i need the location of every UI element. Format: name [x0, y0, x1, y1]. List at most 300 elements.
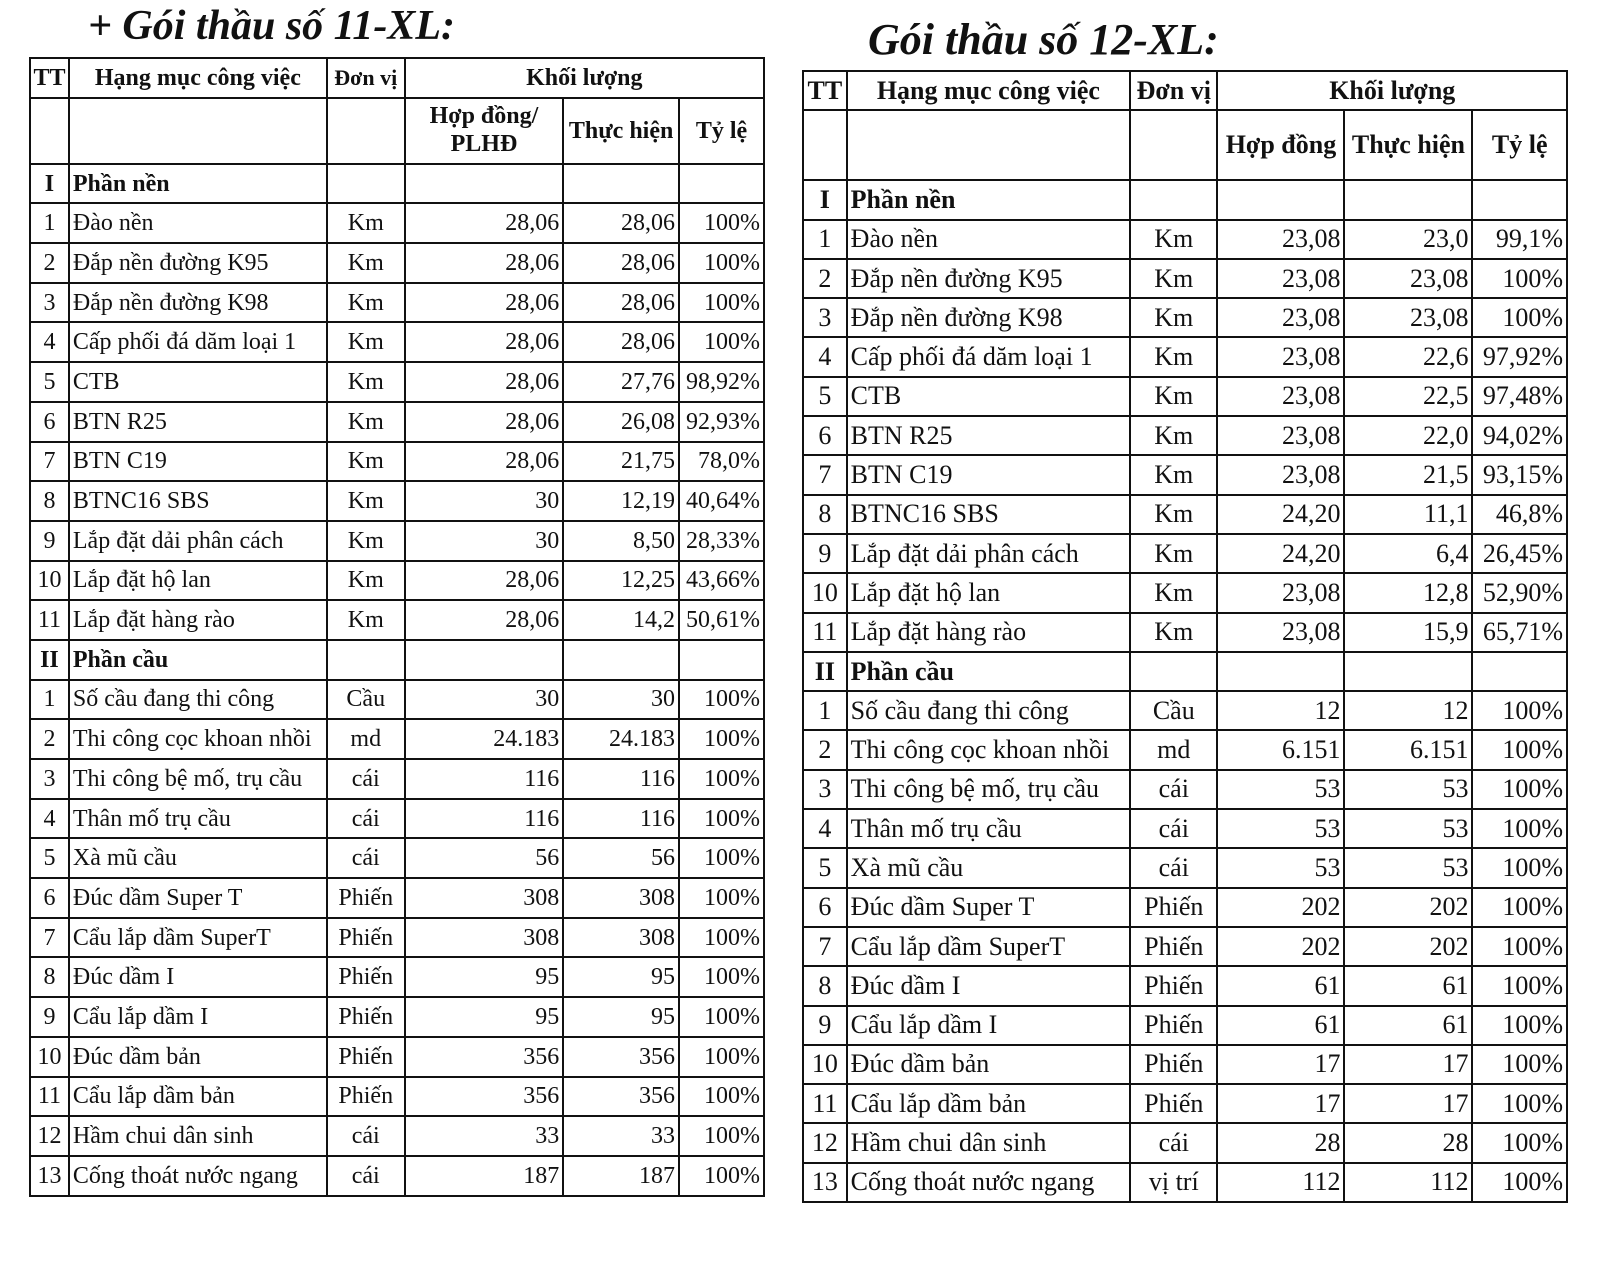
row-number: 10 — [30, 1037, 69, 1077]
row-unit: vị trí — [1130, 1163, 1217, 1202]
row-number: 2 — [30, 243, 69, 283]
table-row — [803, 377, 1567, 416]
row-number: 3 — [30, 283, 69, 323]
row-item: Đắp nền đường K95 — [69, 243, 327, 283]
row-ratio: 52,90% — [1472, 573, 1567, 612]
row-number: 13 — [803, 1163, 847, 1202]
table-row — [803, 1006, 1567, 1045]
row-item: Đúc dầm I — [847, 966, 1130, 1005]
row-done: 21,5 — [1344, 455, 1472, 494]
table-row — [803, 691, 1567, 730]
row-number: 3 — [803, 770, 847, 809]
row-item: Đúc dầm bản — [69, 1037, 327, 1077]
row-contract: 53 — [1217, 809, 1344, 848]
row-item: BTN C19 — [69, 442, 327, 482]
row-number: 9 — [30, 997, 69, 1037]
row-number: 9 — [803, 1006, 847, 1045]
row-unit: Km — [1130, 259, 1217, 298]
row-contract: 308 — [405, 918, 564, 958]
section-row — [30, 640, 764, 680]
row-number: 9 — [803, 534, 847, 573]
row-item: Cẩu lắp dầm I — [847, 1006, 1130, 1045]
row-unit: Phiến — [327, 1077, 405, 1117]
row-done: 116 — [563, 759, 679, 799]
row-unit: Km — [1130, 455, 1217, 494]
table-row — [803, 1084, 1567, 1123]
header-blank — [327, 98, 405, 164]
row-contract: 17 — [1217, 1045, 1344, 1084]
table-row — [803, 534, 1567, 573]
row-done: 356 — [563, 1037, 679, 1077]
row-number: 7 — [803, 455, 847, 494]
row-unit: Phiến — [327, 1037, 405, 1077]
row-number: 9 — [30, 521, 69, 561]
row-done: 61 — [1344, 966, 1472, 1005]
section-name: Phần nền — [69, 164, 327, 204]
row-contract: 95 — [405, 997, 564, 1037]
row-item: Lắp đặt hộ lan — [69, 561, 327, 601]
row-number: 11 — [30, 600, 69, 640]
row-ratio: 40,64% — [679, 481, 764, 521]
row-item: Đào nền — [847, 220, 1130, 259]
header-blank — [803, 110, 847, 180]
row-done: 15,9 — [1344, 613, 1472, 652]
table-row — [30, 1116, 764, 1156]
table-row — [30, 680, 764, 720]
right-table-title: Gói thầu số 12-XL: — [868, 15, 1219, 64]
row-unit: Phiến — [327, 918, 405, 958]
row-done: 53 — [1344, 848, 1472, 887]
row-done: 112 — [1344, 1163, 1472, 1202]
row-item: Lắp đặt hộ lan — [847, 573, 1130, 612]
header-blank — [847, 110, 1130, 180]
row-done: 12,25 — [563, 561, 679, 601]
left-volume-table — [29, 57, 765, 1197]
row-ratio: 100% — [679, 1077, 764, 1117]
row-unit: Phiến — [1130, 1006, 1217, 1045]
row-ratio: 43,66% — [679, 561, 764, 601]
table-row — [803, 888, 1567, 927]
row-done: 17 — [1344, 1045, 1472, 1084]
row-item: Số cầu đang thi công — [847, 691, 1130, 730]
row-unit: Phiến — [327, 878, 405, 918]
row-ratio: 100% — [679, 759, 764, 799]
table-row — [803, 848, 1567, 887]
row-item: Số cầu đang thi công — [69, 680, 327, 720]
table-row — [803, 495, 1567, 534]
table-row — [30, 1077, 764, 1117]
row-contract: 28,06 — [405, 283, 564, 323]
table-row — [803, 416, 1567, 455]
row-ratio: 100% — [1472, 888, 1567, 927]
row-number: 10 — [30, 561, 69, 601]
row-number: 7 — [803, 927, 847, 966]
row-unit: md — [327, 719, 405, 759]
row-contract: 23,08 — [1217, 259, 1344, 298]
row-unit: cái — [327, 799, 405, 839]
row-contract: 30 — [405, 521, 564, 561]
row-unit: Phiến — [1130, 888, 1217, 927]
row-ratio: 100% — [1472, 1045, 1567, 1084]
row-done: 56 — [563, 838, 679, 878]
row-contract: 61 — [1217, 966, 1344, 1005]
row-unit: Phiến — [327, 997, 405, 1037]
row-contract: 23,08 — [1217, 377, 1344, 416]
row-ratio: 100% — [1472, 966, 1567, 1005]
row-item: BTNC16 SBS — [69, 481, 327, 521]
table-row — [30, 322, 764, 362]
row-number: 6 — [803, 416, 847, 455]
row-item: BTN C19 — [847, 455, 1130, 494]
row-done: 33 — [563, 1116, 679, 1156]
header-tt: TT — [803, 71, 847, 110]
row-ratio: 100% — [1472, 691, 1567, 730]
row-done: 116 — [563, 799, 679, 839]
row-number: 8 — [30, 957, 69, 997]
table-row — [803, 927, 1567, 966]
row-unit: Km — [327, 322, 405, 362]
row-contract: 202 — [1217, 927, 1344, 966]
header-done: Thực hiện — [1344, 110, 1472, 180]
row-ratio: 100% — [679, 838, 764, 878]
row-contract: 23,08 — [1217, 220, 1344, 259]
header-volume: Khối lượng — [1217, 71, 1567, 110]
row-item: Đúc dầm Super T — [847, 888, 1130, 927]
row-unit: Km — [327, 243, 405, 283]
row-done: 8,50 — [563, 521, 679, 561]
table-row — [30, 243, 764, 283]
row-unit: Phiến — [327, 957, 405, 997]
row-item: Thi công bệ mố, trụ cầu — [69, 759, 327, 799]
empty-cell — [679, 640, 764, 680]
row-done: 308 — [563, 918, 679, 958]
row-item: Thi công cọc khoan nhồi — [847, 730, 1130, 769]
row-contract: 30 — [405, 481, 564, 521]
row-number: 11 — [803, 613, 847, 652]
header-blank — [1130, 110, 1217, 180]
row-ratio: 100% — [679, 918, 764, 958]
table-row — [803, 1163, 1567, 1202]
row-unit: Cầu — [1130, 691, 1217, 730]
row-item: Cống thoát nước ngang — [847, 1163, 1130, 1202]
row-number: 3 — [30, 759, 69, 799]
row-unit: Km — [327, 203, 405, 243]
row-ratio: 99,1% — [1472, 220, 1567, 259]
row-contract: 187 — [405, 1156, 564, 1196]
table-row — [803, 966, 1567, 1005]
row-unit: Cầu — [327, 680, 405, 720]
row-item: Lắp đặt dải phân cách — [69, 521, 327, 561]
row-ratio: 100% — [1472, 848, 1567, 887]
row-done: 28,06 — [563, 322, 679, 362]
row-contract: 24,20 — [1217, 495, 1344, 534]
empty-cell — [563, 164, 679, 204]
empty-cell — [1344, 652, 1472, 691]
section-row — [803, 180, 1567, 219]
row-ratio: 100% — [1472, 1006, 1567, 1045]
section-number: I — [30, 164, 69, 204]
header-blank — [69, 98, 327, 164]
header-item: Hạng mục công việc — [69, 58, 327, 98]
row-contract: 23,08 — [1217, 613, 1344, 652]
row-item: Thân mố trụ cầu — [847, 809, 1130, 848]
row-unit: Km — [327, 402, 405, 442]
header-done: Thực hiện — [563, 98, 679, 164]
header-ratio: Tỷ lệ — [1472, 110, 1567, 180]
row-done: 30 — [563, 680, 679, 720]
row-done: 53 — [1344, 809, 1472, 848]
row-done: 23,08 — [1344, 298, 1472, 337]
row-ratio: 100% — [679, 1116, 764, 1156]
table-row — [30, 918, 764, 958]
row-done: 202 — [1344, 888, 1472, 927]
row-number: 8 — [30, 481, 69, 521]
left-table-body — [30, 164, 764, 1196]
row-done: 53 — [1344, 770, 1472, 809]
row-contract: 356 — [405, 1077, 564, 1117]
row-item: Đắp nền đường K95 — [847, 259, 1130, 298]
row-unit: cái — [1130, 1123, 1217, 1162]
row-number: 10 — [803, 573, 847, 612]
row-number: 6 — [803, 888, 847, 927]
row-number: 12 — [803, 1123, 847, 1162]
row-done: 23,08 — [1344, 259, 1472, 298]
section-number: I — [803, 180, 847, 219]
header-contract: Hợp đồng — [1217, 110, 1344, 180]
row-number: 10 — [803, 1045, 847, 1084]
section-name: Phần nền — [847, 180, 1130, 219]
row-ratio: 100% — [679, 680, 764, 720]
row-ratio: 26,45% — [1472, 534, 1567, 573]
table-row — [30, 1156, 764, 1196]
row-item: Cấp phối đá dăm loại 1 — [69, 322, 327, 362]
row-contract: 28,06 — [405, 561, 564, 601]
row-contract: 24.183 — [405, 719, 564, 759]
right-volume-table — [802, 70, 1568, 1203]
row-unit: Km — [1130, 220, 1217, 259]
row-contract: 28,06 — [405, 203, 564, 243]
row-contract: 23,08 — [1217, 298, 1344, 337]
row-unit: Km — [327, 442, 405, 482]
header-contract: Hợp đồng/ PLHĐ — [405, 98, 564, 164]
empty-cell — [1217, 180, 1344, 219]
row-unit: cái — [327, 1156, 405, 1196]
section-number: II — [803, 652, 847, 691]
row-done: 356 — [563, 1077, 679, 1117]
row-done: 17 — [1344, 1084, 1472, 1123]
row-contract: 28,06 — [405, 402, 564, 442]
row-ratio: 100% — [679, 878, 764, 918]
empty-cell — [1344, 180, 1472, 219]
row-done: 11,1 — [1344, 495, 1472, 534]
row-number: 5 — [30, 362, 69, 402]
empty-cell — [405, 164, 564, 204]
row-number: 5 — [803, 377, 847, 416]
header-unit: Đơn vị — [327, 58, 405, 98]
row-done: 308 — [563, 878, 679, 918]
row-number: 4 — [803, 337, 847, 376]
row-number: 4 — [803, 809, 847, 848]
row-ratio: 93,15% — [1472, 455, 1567, 494]
row-number: 4 — [30, 799, 69, 839]
row-unit: Km — [1130, 573, 1217, 612]
row-done: 14,2 — [563, 600, 679, 640]
row-ratio: 100% — [1472, 259, 1567, 298]
row-contract: 23,08 — [1217, 416, 1344, 455]
row-done: 202 — [1344, 927, 1472, 966]
row-contract: 6.151 — [1217, 730, 1344, 769]
row-ratio: 100% — [679, 799, 764, 839]
row-unit: Phiến — [1130, 927, 1217, 966]
row-contract: 112 — [1217, 1163, 1344, 1202]
row-done: 28 — [1344, 1123, 1472, 1162]
row-ratio: 50,61% — [679, 600, 764, 640]
row-done: 27,76 — [563, 362, 679, 402]
row-done: 24.183 — [563, 719, 679, 759]
row-done: 23,0 — [1344, 220, 1472, 259]
right-table-body — [803, 180, 1567, 1202]
row-contract: 116 — [405, 799, 564, 839]
row-unit: Km — [327, 600, 405, 640]
row-item: BTN R25 — [69, 402, 327, 442]
table-row — [30, 442, 764, 482]
row-ratio: 100% — [1472, 809, 1567, 848]
row-contract: 23,08 — [1217, 337, 1344, 376]
table-row — [30, 561, 764, 601]
row-done: 22,0 — [1344, 416, 1472, 455]
row-unit: Phiến — [1130, 1084, 1217, 1123]
row-ratio: 100% — [1472, 1163, 1567, 1202]
table-row — [30, 759, 764, 799]
row-item: Thân mố trụ cầu — [69, 799, 327, 839]
row-unit: Km — [1130, 377, 1217, 416]
row-ratio: 92,93% — [679, 402, 764, 442]
empty-cell — [1130, 652, 1217, 691]
row-item: Lắp đặt dải phân cách — [847, 534, 1130, 573]
row-ratio: 100% — [1472, 298, 1567, 337]
row-ratio: 46,8% — [1472, 495, 1567, 534]
row-number: 12 — [30, 1116, 69, 1156]
row-done: 21,75 — [563, 442, 679, 482]
table-row — [803, 455, 1567, 494]
row-item: Hầm chui dân sinh — [69, 1116, 327, 1156]
row-contract: 28,06 — [405, 442, 564, 482]
row-unit: cái — [1130, 809, 1217, 848]
row-contract: 95 — [405, 957, 564, 997]
row-number: 1 — [803, 691, 847, 730]
row-ratio: 100% — [679, 243, 764, 283]
row-done: 12,19 — [563, 481, 679, 521]
row-number: 2 — [30, 719, 69, 759]
row-item: Xà mũ cầu — [847, 848, 1130, 887]
row-contract: 23,08 — [1217, 455, 1344, 494]
row-number: 8 — [803, 495, 847, 534]
row-unit: cái — [1130, 770, 1217, 809]
row-contract: 17 — [1217, 1084, 1344, 1123]
table-row — [30, 878, 764, 918]
row-number: 4 — [30, 322, 69, 362]
row-item: Lắp đặt hàng rào — [847, 613, 1130, 652]
table-row — [803, 613, 1567, 652]
row-ratio: 100% — [679, 957, 764, 997]
row-number: 6 — [30, 878, 69, 918]
row-unit: Km — [1130, 613, 1217, 652]
row-number: 13 — [30, 1156, 69, 1196]
row-done: 95 — [563, 957, 679, 997]
row-done: 61 — [1344, 1006, 1472, 1045]
row-item: Cẩu lắp dầm I — [69, 997, 327, 1037]
row-contract: 202 — [1217, 888, 1344, 927]
row-item: Lắp đặt hàng rào — [69, 600, 327, 640]
row-item: Hầm chui dân sinh — [847, 1123, 1130, 1162]
row-contract: 116 — [405, 759, 564, 799]
row-ratio: 100% — [679, 1037, 764, 1077]
table-row — [30, 362, 764, 402]
table-row — [30, 799, 764, 839]
table-row — [803, 809, 1567, 848]
row-ratio: 97,92% — [1472, 337, 1567, 376]
row-unit: cái — [327, 759, 405, 799]
row-number: 7 — [30, 918, 69, 958]
row-contract: 356 — [405, 1037, 564, 1077]
row-unit: Km — [1130, 534, 1217, 573]
row-ratio: 78,0% — [679, 442, 764, 482]
row-ratio: 100% — [679, 997, 764, 1037]
section-name: Phần cầu — [847, 652, 1130, 691]
row-contract: 12 — [1217, 691, 1344, 730]
header-blank — [30, 98, 69, 164]
section-row — [803, 652, 1567, 691]
row-item: Đúc dầm Super T — [69, 878, 327, 918]
empty-cell — [327, 164, 405, 204]
row-item: BTN R25 — [847, 416, 1130, 455]
row-item: Thi công cọc khoan nhồi — [69, 719, 327, 759]
row-done: 6.151 — [1344, 730, 1472, 769]
row-done: 28,06 — [563, 203, 679, 243]
empty-cell — [1130, 180, 1217, 219]
row-unit: Km — [1130, 298, 1217, 337]
row-number: 1 — [30, 680, 69, 720]
header-volume: Khối lượng — [405, 58, 764, 98]
row-number: 1 — [803, 220, 847, 259]
row-contract: 28,06 — [405, 322, 564, 362]
row-contract: 28,06 — [405, 243, 564, 283]
row-ratio: 100% — [679, 203, 764, 243]
row-number: 5 — [803, 848, 847, 887]
header-item: Hạng mục công việc — [847, 71, 1130, 110]
row-contract: 56 — [405, 838, 564, 878]
row-item: CTB — [69, 362, 327, 402]
header-ratio: Tỷ lệ — [679, 98, 764, 164]
row-item: Cẩu lắp dầm SuperT — [69, 918, 327, 958]
row-item: Thi công bệ mố, trụ cầu — [847, 770, 1130, 809]
row-item: Đúc dầm bản — [847, 1045, 1130, 1084]
row-unit: Km — [327, 481, 405, 521]
row-contract: 28,06 — [405, 600, 564, 640]
table-row — [30, 481, 764, 521]
empty-cell — [1472, 652, 1567, 691]
row-ratio: 100% — [679, 1156, 764, 1196]
table-row — [803, 259, 1567, 298]
empty-cell — [327, 640, 405, 680]
row-done: 12,8 — [1344, 573, 1472, 612]
row-contract: 53 — [1217, 770, 1344, 809]
row-contract: 24,20 — [1217, 534, 1344, 573]
section-row — [30, 164, 764, 204]
table-row — [30, 1037, 764, 1077]
table-row — [803, 298, 1567, 337]
row-number: 3 — [803, 298, 847, 337]
